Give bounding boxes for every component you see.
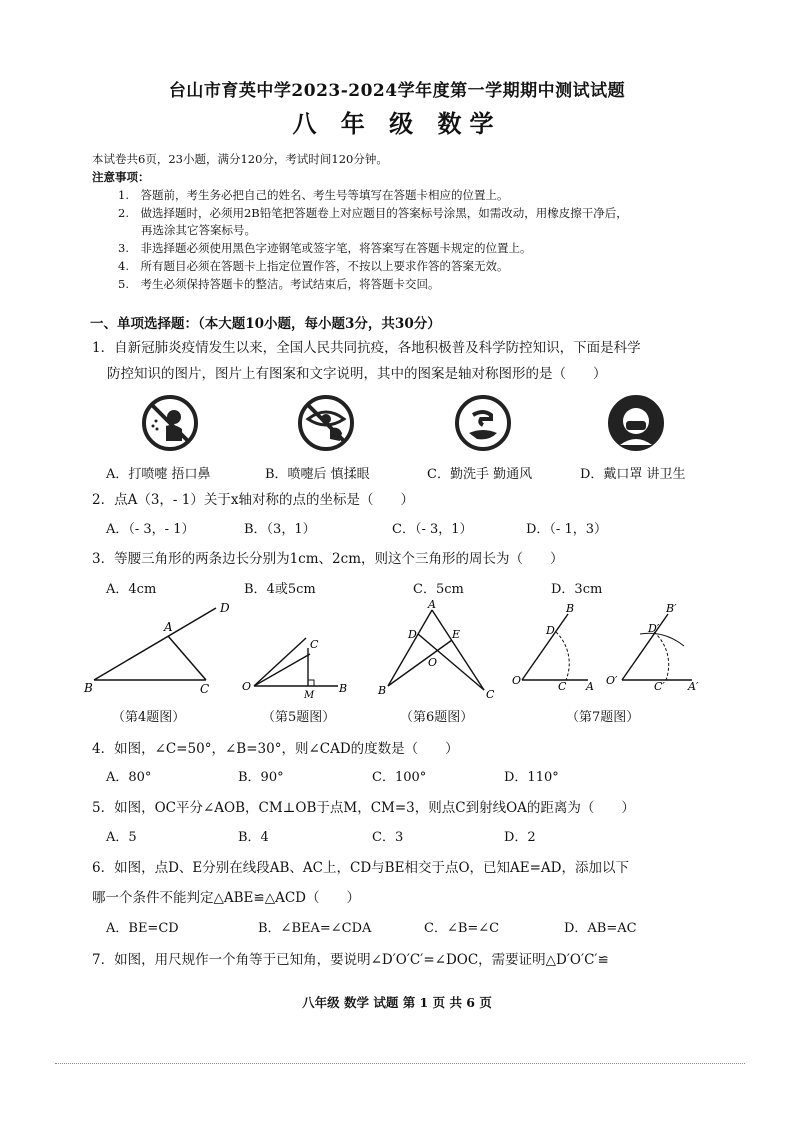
fig6-label-d: D: [408, 628, 417, 641]
no-rub-eyes-icon: [296, 393, 356, 453]
fig6-label-b: B: [378, 684, 387, 697]
figure-q4: [80, 598, 240, 698]
fig6-label-c: C: [486, 688, 495, 701]
note-5: 5. 考生必须保持答题卡的整洁。考试结束后，将答题卡交回。: [118, 277, 440, 291]
fig7b-label-c: C′: [654, 680, 665, 692]
q6-stem-line2: 哪一个条件不能判定△ABE≌△ACD（ ）: [92, 890, 361, 906]
q6-stem-line1: 6．如图，点D、E分别在线段AB、AC上，CD与BE相交于点O，已知AE=AD，添加以下: [92, 860, 629, 876]
fig5-label-b: B: [339, 682, 348, 695]
figure-q6: [374, 598, 500, 702]
wear-mask-icon: [606, 393, 666, 453]
q2-option-b: B．（3，1）: [244, 522, 316, 537]
fig5-label-c: C: [310, 638, 319, 651]
q1-option-c: C．勤洗手 勤通风: [427, 467, 533, 482]
fig7b-label-b: B′: [666, 602, 677, 615]
q5-option-d: D．2: [504, 830, 536, 845]
fig7a-label-c: C: [558, 680, 567, 692]
q5-option-c: C．3: [372, 830, 404, 845]
note-2: 2. 做选择题时，必须用2B铅笔把答题卷上对应题目的答案标号涂黑，如需改动，用橡皮擦干净后，: [118, 206, 628, 220]
q1-option-a: A．打喷嚏 捂口鼻: [106, 467, 211, 482]
note-1: 1. 答题前，考生务必把自己的姓名、考生号等填写在答题卡相应的位置上。: [118, 188, 509, 202]
q1-option-d: D．戴口罩 讲卫生: [580, 467, 686, 482]
fig6-label-o: O: [428, 656, 438, 669]
caption-fig5: （第5题图）: [262, 710, 336, 725]
fig7a-label-o: O: [512, 674, 522, 687]
q7-stem: 7．如图，用尺规作一个角等于已知角，要说明∠D′O′C′=∠DOC，需要证明△D′O′C′≌: [92, 952, 609, 968]
q4-option-a: A．80°: [106, 770, 152, 785]
page-footer: 八年级 数学 试题 第 1 页 共 6 页: [302, 995, 492, 1010]
fig7a-label-d: D: [546, 624, 555, 637]
q5-option-a: A．5: [106, 830, 137, 845]
caption-fig6: （第6题图）: [400, 710, 474, 725]
intro-line: 本试卷共6页，23小题，满分120分，考试时间120分钟。: [92, 152, 388, 166]
q2-option-c: C．（- 3，1）: [392, 522, 473, 537]
caption-fig4: （第4题图）: [112, 710, 186, 725]
fig5-label-o: O: [242, 680, 252, 693]
q4-stem: 4．如图，∠C=50°，∠B=30°，则∠CAD的度数是（ ）: [92, 741, 459, 757]
q3-option-b: B．4或5cm: [244, 582, 316, 597]
exam-subtitle: 八 年 级 数学: [292, 109, 502, 138]
q1-stem-line2: 防控知识的图片，图片上有图案和文字说明，其中的图案是轴对称图形的是（ ）: [107, 366, 607, 382]
q3-option-d: D．3cm: [551, 582, 603, 597]
wash-hands-icon: [453, 393, 513, 453]
q3-stem: 3．等腰三角形的两条边长分别为1cm、2cm，则这个三角形的周长为（ ）: [92, 551, 564, 567]
fig7b-label-d: D′: [648, 622, 660, 635]
q2-option-d: D．（- 1，3）: [526, 522, 607, 537]
q2-option-a: A．（- 3，- 1）: [106, 522, 195, 537]
note-2-cont: 再选涂其它答案标号。: [118, 223, 256, 237]
fig5-label-m: M: [304, 690, 315, 700]
figure-q5: [240, 630, 350, 700]
fig7a-label-b: B: [566, 602, 575, 615]
fig4-label-d: D: [220, 601, 230, 615]
q2-stem: 2．点A（3，- 1）关于x轴对称的点的坐标是（ ）: [92, 492, 414, 508]
q4-option-b: B．90°: [238, 770, 284, 785]
q6-option-a: A．BE=CD: [106, 921, 179, 936]
bottom-divider: [55, 1063, 745, 1064]
sneeze-cover-mouth-icon: [140, 393, 200, 453]
caption-fig7: （第7题图）: [566, 710, 640, 725]
q6-option-b: B．∠BEA=∠CDA: [258, 921, 372, 936]
q4-option-d: D．110°: [504, 770, 559, 785]
q4-option-c: C．100°: [372, 770, 427, 785]
note-4: 4. 所有题目必须在答题卡上指定位置作答，不按以上要求作答的答案无效。: [118, 259, 509, 273]
figure-q7-original: [510, 600, 600, 692]
note-3: 3. 非选择题必须使用黑色字迹钢笔或签字笔，将答案写在答题卡规定的位置上。: [118, 241, 532, 255]
q5-option-b: B．4: [238, 830, 269, 845]
fig7b-label-a: A′: [688, 680, 699, 692]
q3-option-c: C．5cm: [413, 582, 464, 597]
exam-title: 台山市育英中学2023-2024学年度第一学期期中测试试题: [168, 81, 626, 101]
fig4-label-b: B: [84, 681, 93, 695]
q1-option-b: B．喷嚏后 慎揉眼: [265, 467, 370, 482]
q1-stem-line1: 1．自新冠肺炎疫情发生以来，全国人民共同抗疫，各地积极普及科学防控知识，下面是科学: [92, 340, 641, 356]
fig7b-label-o: O′: [606, 674, 618, 687]
section-1-heading: 一、单项选择题：（本大题10小题，每小题3分，共30分）: [90, 316, 441, 332]
fig4-label-a: A: [164, 620, 173, 634]
q5-stem: 5．如图，OC平分∠AOB，CM⊥OB于点M，CM=3，则点C到射线OA的距离为（ ）: [92, 800, 635, 816]
figure-q7-copy: [604, 600, 704, 692]
q6-option-d: D．AB=AC: [564, 921, 637, 936]
fig4-label-c: C: [200, 682, 210, 696]
fig7a-label-a: A: [586, 680, 594, 692]
fig6-label-a: A: [428, 598, 436, 611]
fig6-label-e: E: [452, 628, 461, 641]
q6-option-c: C．∠B=∠C: [424, 921, 500, 936]
notes-label: 注意事项：: [92, 170, 150, 184]
q3-option-a: A．4cm: [106, 582, 157, 597]
